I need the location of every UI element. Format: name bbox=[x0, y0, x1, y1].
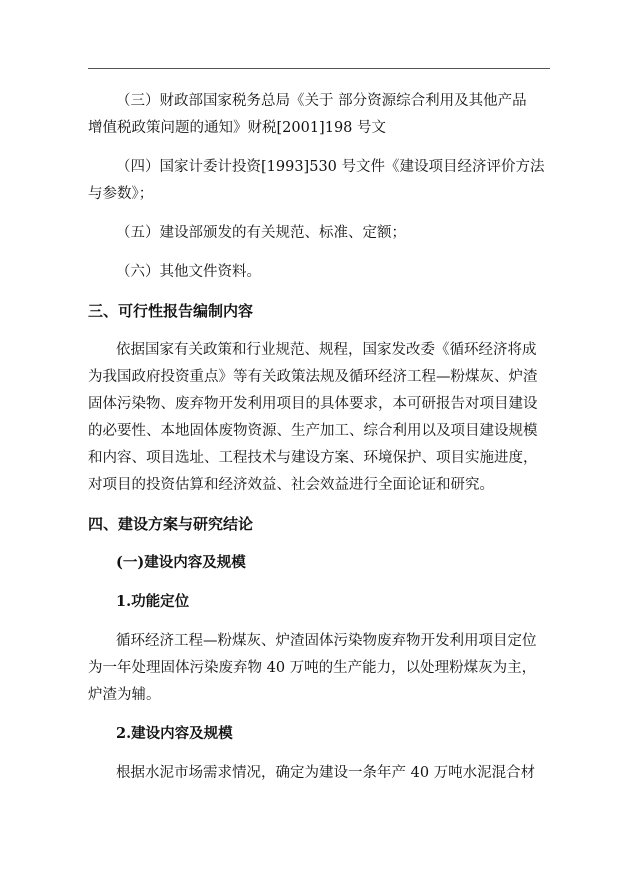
paragraph-2-line-2: 为一年处理固体污染废弃物 40 万吨的生产能力，以处理粉煤灰为主， bbox=[88, 660, 537, 676]
subsection-heading-1: (一)建设内容及规模 bbox=[116, 554, 246, 571]
subheading-function: 1.功能定位 bbox=[116, 593, 190, 610]
paragraph-1-line-5: 和内容、项目选址、工程技术与建设方案、环境保护、项目实施进度， bbox=[88, 450, 538, 466]
header-rule bbox=[88, 68, 550, 69]
list-item-4-line-2: 与参数》； bbox=[88, 186, 154, 202]
paragraph-1-line-3: 固体污染物、废弃物开发利用项目的具体要求，本可研报告对项目建设 bbox=[88, 396, 538, 412]
paragraph-1-line-6: 对项目的投资估算和经济效益、社会效益进行全面论证和研究。 bbox=[88, 477, 494, 493]
list-item-4-line-1: （四）国家计委计投资[1993]530 号文件《建设项目经济评价方法 bbox=[116, 159, 545, 175]
section-heading-4: 四、建设方案与研究结论 bbox=[88, 515, 254, 533]
subheading-content-scale: 2.建设内容及规模 bbox=[116, 725, 233, 742]
section-heading-3: 三、可行性报告编制内容 bbox=[88, 302, 254, 320]
paragraph-1-line-4: 的必要性、本地固体废物资源、生产加工、综合利用以及项目建设规模 bbox=[88, 423, 538, 439]
list-item-5: （五）建设部颁发的有关规范、标准、定额； bbox=[116, 225, 406, 241]
list-item-3-line-2: 增值税政策问题的通知》财税[2001]198 号文 bbox=[88, 120, 386, 136]
list-item-3-line-1: （三）财政部国家税务总局《关于 部分资源综合利用及其他产品 bbox=[116, 93, 527, 109]
paragraph-3-line-1: 根据水泥市场需求情况，确定为建设一条年产 40 万吨水泥混合材 bbox=[116, 765, 536, 781]
paragraph-1-line-1: 依据国家有关政策和行业规范、规程，国家发改委《循环经济将成 bbox=[116, 342, 537, 358]
paragraph-2-line-3: 炉渣为辅。 bbox=[88, 687, 161, 703]
list-item-6: （六）其他文件资料。 bbox=[116, 264, 261, 280]
paragraph-1-line-2: 为我国政府投资重点》等有关政策法规及循环经济工程—粉煤灰、炉渣 bbox=[88, 369, 538, 385]
paragraph-2-line-1: 循环经济工程—粉煤灰、炉渣固体污染物废弃物开发利用项目定位 bbox=[116, 633, 537, 649]
